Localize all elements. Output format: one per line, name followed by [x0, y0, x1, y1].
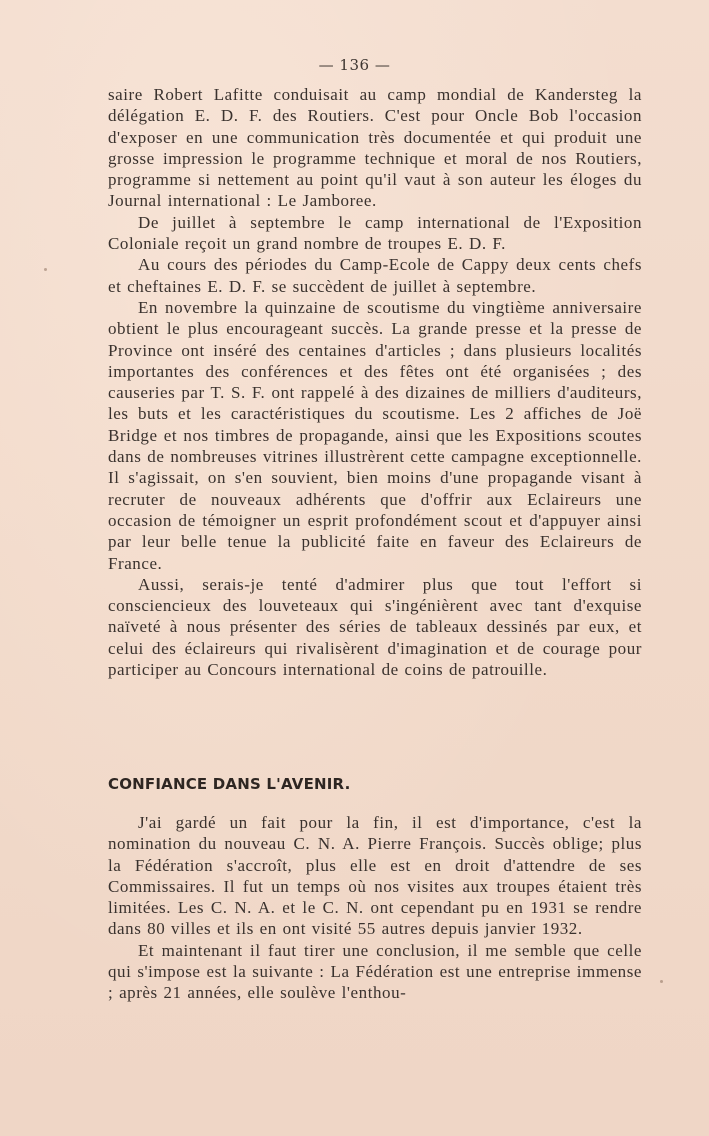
paragraph-novembre: En novembre la quinzaine de scoutisme du vingtième anniversaire obtient le plus encourageant succès. La grande presse et la presse de Province ont inséré des centaines d'articles ; dans plusieurs localités importantes des conférences et des fêtes ont été organisées ; des causeries par T. S. F. ont rappelé à des dizaines de milliers d'auditeurs, les buts et les caractéristiques du scoutisme. Les 2 affiches de Joë Bridge et nos timbres de propagande, ainsi que les Expositions scoutes dans de nombreuses vitrines illustrèrent cette campagne exceptionnelle. Il s'agissait, on s'en souvient, bien moins d'une propagande visant à recruter de nouveaux adhérents que d'offrir aux Eclaireurs une occasion de témoigner un esprit profondément scout et d'appuyer ainsi par leur belle tenue la publicité faite en faveur des Eclaireurs de France. [108, 297, 642, 573]
paper-speck [44, 268, 47, 271]
body-text-bottom [108, 812, 642, 1004]
paragraph-aussi: Aussi, serais-je tenté d'admirer plus que tout l'effort si consciencieux des louveteaux qui s'ingénièrent avec tant d'exquise naïveté à nous présenter des séries de tableaux dessinés par eux, et celui des éclaireurs qui rivalisèrent d'imagination et de courage pour participer au Concours international de coins de patrouille. [108, 574, 642, 680]
page-number: — 136 — [318, 56, 391, 74]
paper-speck [660, 980, 663, 983]
paragraph-continuation: saire Robert Lafitte conduisait au camp mondial de Kandersteg la délégation E. D. F. des Routiers. C'est pour Oncle Bob l'occasion d'exposer en une communication très documentée et qui produit une grosse impression le programme technique et moral de nos Routiers, programme si nettement au point qu'il vaut à son auteur les éloges du Journal international : Le Jamboree. [108, 85, 642, 211]
paper-speck [496, 238, 499, 241]
section-heading: CONFIANCE DANS L'AVENIR. [108, 775, 351, 793]
paragraph-exposition: De juillet à septembre le camp international de l'Exposition Coloniale reçoit un grand nombre de troupes E. D. F. [108, 212, 642, 254]
paragraph-conclusion: Et maintenant il faut tirer une conclusion, il me semble que celle qui s'impose est la suivante : La Fédération est une entreprise immense ; après 21 années, elle soulève l'enthou- [108, 940, 642, 1003]
paragraph-garde: J'ai gardé un fait pour la fin, il est d'importance, c'est la nomination du nouveau C. N. A. Pierre François. Succès oblige; plus la Fédération s'accroît, plus elle est en droit d'attendre de ses Commissaires. Il fut un temps où nos visites aux troupes étaient très limitées. Les C. N. A. et le C. N. ont cependant pu en 1931 se rendre dans 80 villes et ils en ont visité 55 autres depuis janvier 1932. [108, 813, 642, 939]
paragraph-cappy: Au cours des périodes du Camp-Ecole de Cappy deux cents chefs et cheftaines E. D. F. se succèdent de juillet à septembre. [108, 255, 642, 296]
body-text-top [108, 84, 642, 680]
